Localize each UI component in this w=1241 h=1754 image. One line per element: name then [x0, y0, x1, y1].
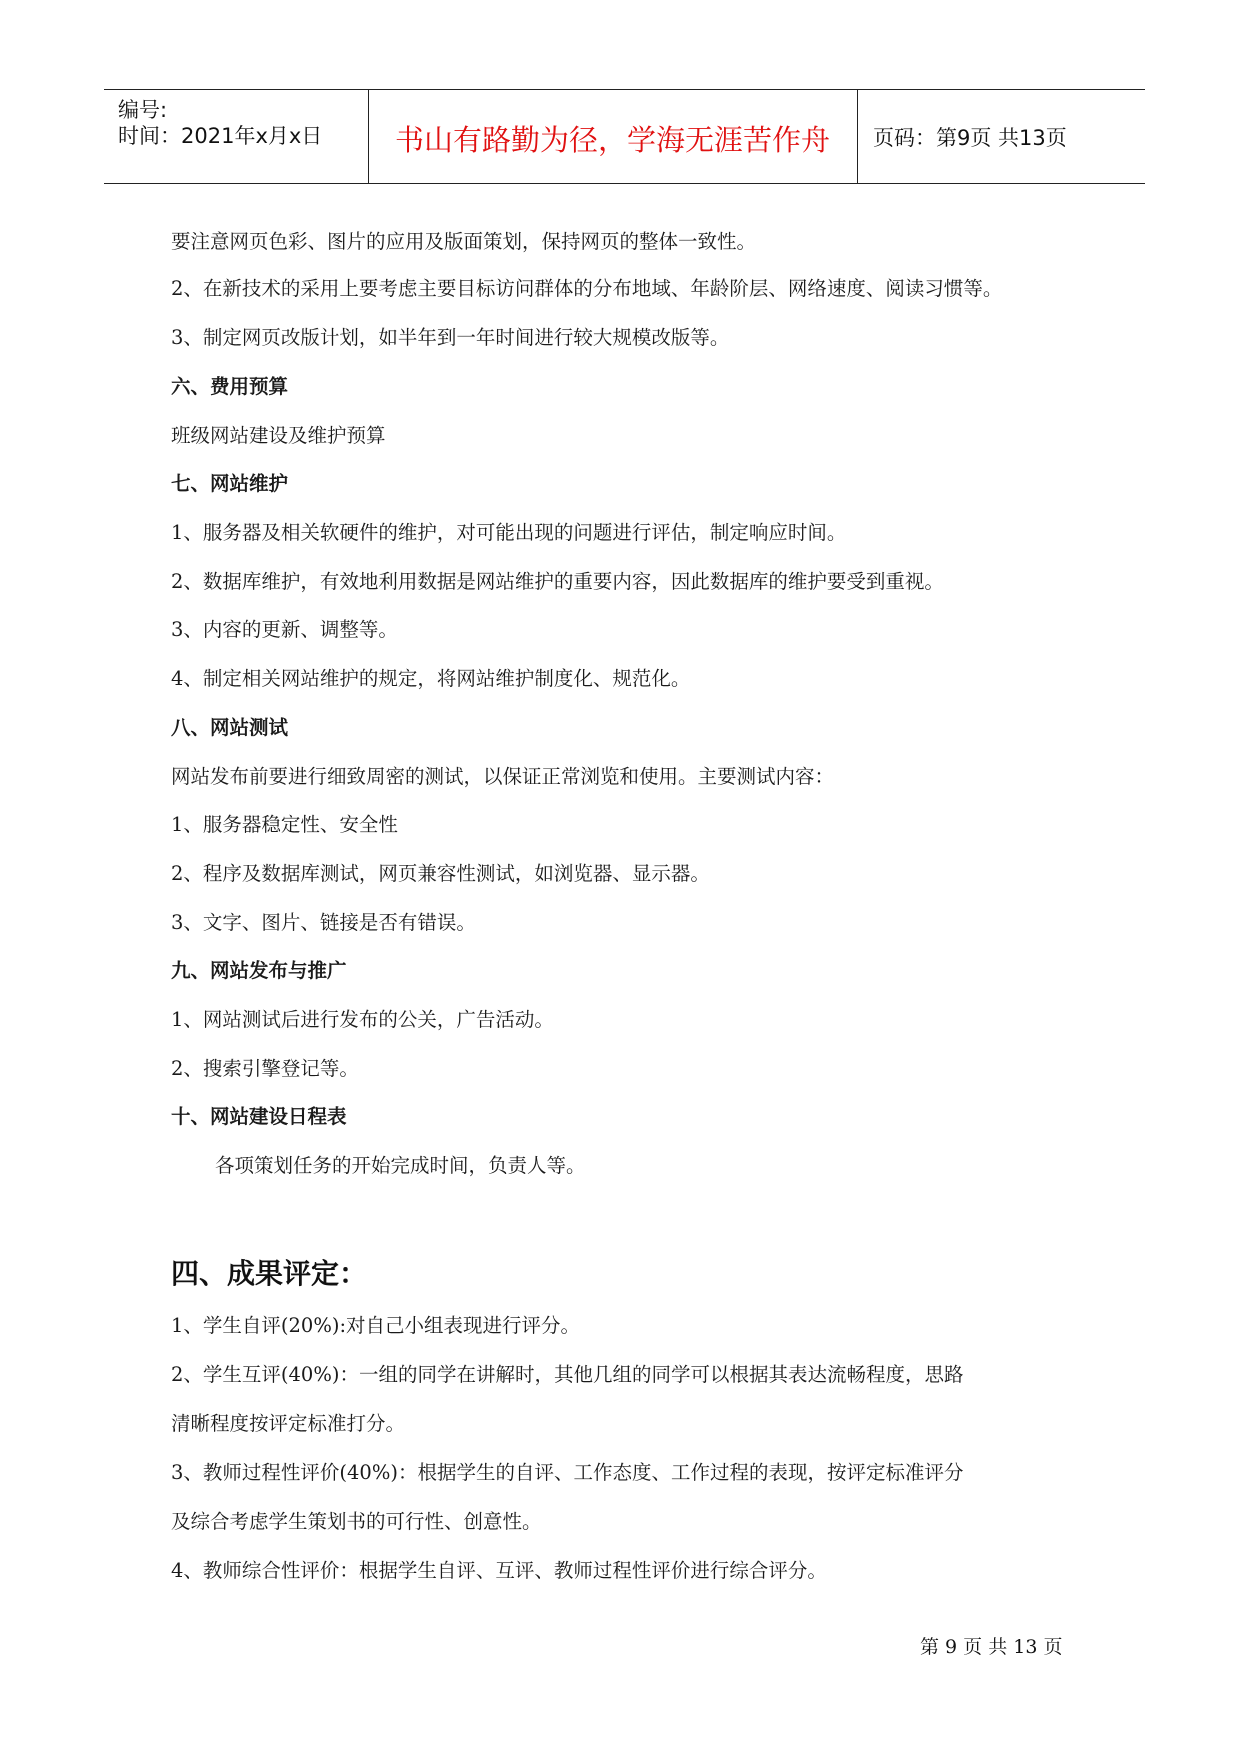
section-heading-budget: 六、费用预算: [171, 375, 289, 398]
body-line: 2、数据库维护，有效地利用数据是网站维护的重要内容，因此数据库的维护要受到重视。: [171, 570, 944, 593]
body-line: 1、服务器及相关软硬件的维护，对可能出现的问题进行评估，制定响应时间。: [171, 521, 847, 544]
body-line: 3、文字、图片、链接是否有错误。: [171, 911, 476, 934]
eval-line: 4、教师综合性评价：根据学生自评、互评、教师过程性评价进行综合评分。: [171, 1559, 827, 1582]
eval-line: 2、学生互评(40%)：一组的同学在讲解时，其他几组的同学可以根据其表达流畅程度，思路: [171, 1363, 964, 1386]
header-left-cell: [104, 90, 369, 183]
body-line: 2、在新技术的采用上要考虑主要目标访问群体的分布地域、年龄阶层、网络速度、阅读习惯等。: [171, 277, 1003, 300]
body-line: 3、制定网页改版计划，如半年到一年时间进行较大规模改版等。: [171, 326, 730, 349]
body-line: 班级网站建设及维护预算: [171, 424, 386, 447]
header-page-number: 页码：第9页 共13页: [873, 126, 1067, 150]
section-heading-testing: 八、网站测试: [171, 716, 289, 739]
header-motto: 书山有路勤为径，学海无涯苦作舟: [394, 123, 830, 157]
body-line: 1、服务器稳定性、安全性: [171, 813, 398, 836]
document-time-label: 时间：2021年x月x日: [118, 124, 323, 148]
eval-line: 3、教师过程性评价(40%)：根据学生的自评、工作态度、工作过程的表现，按评定标准评分: [171, 1461, 964, 1484]
body-line: 4、制定相关网站维护的规定，将网站维护制度化、规范化。: [171, 667, 691, 690]
body-line: 1、网站测试后进行发布的公关，广告活动。: [171, 1008, 554, 1031]
section-heading-publish: 九、网站发布与推广: [171, 959, 347, 982]
footer-page-number: 第 9 页 共 13 页: [920, 1636, 1063, 1658]
body-line: 3、内容的更新、调整等。: [171, 618, 398, 641]
header-page-cell: [857, 90, 1145, 183]
body-line: 要注意网页色彩、图片的应用及版面策划，保持网页的整体一致性。: [171, 230, 757, 253]
section-heading-schedule: 十、网站建设日程表: [171, 1105, 347, 1128]
section-heading-maintenance: 七、网站维护: [171, 472, 289, 495]
eval-line: 清晰程度按评定标准打分。: [171, 1412, 406, 1435]
body-line: 各项策划任务的开始完成时间，负责人等。: [215, 1154, 586, 1177]
eval-line: 及综合考虑学生策划书的可行性、创意性。: [171, 1510, 542, 1533]
eval-line: 1、学生自评(20%):对自己小组表现进行评分。: [171, 1314, 581, 1337]
document-header: [104, 89, 1145, 184]
header-motto-cell: [368, 90, 858, 183]
section-heading-evaluation: 四、成果评定：: [171, 1257, 368, 1290]
body-line: 网站发布前要进行细致周密的测试，以保证正常浏览和使用。主要测试内容：: [171, 765, 835, 788]
body-line: 2、程序及数据库测试，网页兼容性测试，如浏览器、显示器。: [171, 862, 710, 885]
document-code-label: 编号:: [118, 98, 168, 122]
body-line: 2、搜索引擎登记等。: [171, 1057, 359, 1080]
